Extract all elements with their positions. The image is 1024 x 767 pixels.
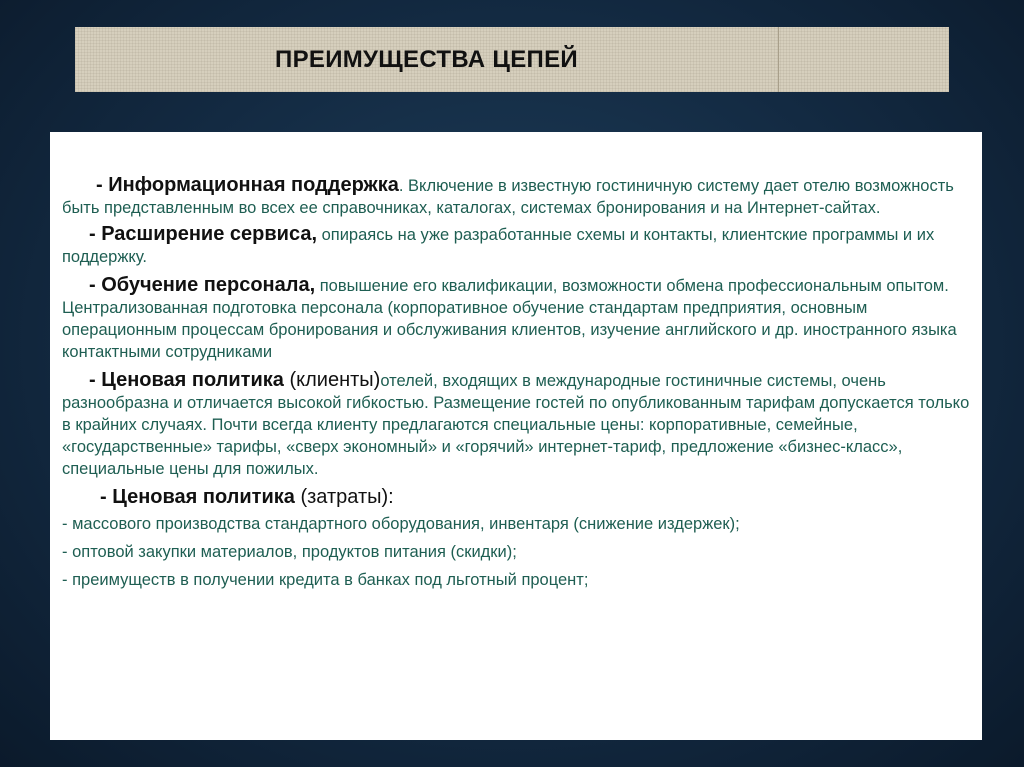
section-head: - Информационная поддержка: [96, 174, 399, 196]
section-pricing-costs: [62, 486, 970, 509]
title-divider: [778, 27, 779, 92]
section-text: опираясь на уже разработанные схемы и контакты, клиентские программы и их поддержку.: [62, 226, 935, 266]
slide-title: ПРЕИМУЩЕСТВА ЦЕПЕЙ: [275, 45, 578, 73]
list-item: - оптовой закупки материалов, продуктов питания (скидки);: [62, 543, 517, 561]
section-training: [62, 274, 970, 363]
section-text: отелей, входящих в международные гостиничные системы, очень разнообразна и отличается высокой гибкостью. Размещение гостей по опубликованным тарифам допускается только в крайних случаях. Почти всегда клиенту предлагаются специальные цены: корпоративные, семейные, «государственные» тарифы, «сверх экономный» и «горячий» интернет-тариф, предложение «бизнес-класс», специальные цены для пожилых.: [62, 372, 970, 478]
section-head-suffix: .: [398, 177, 404, 195]
section-pricing-clients: [62, 369, 970, 480]
section-head: - Расширение сервиса,: [89, 223, 317, 245]
section-text: Включение в известную гостиничную систему дает отелю возможность быть представленным во всех ее справочниках, каталогах, системах бронирования и на Интернет-сайтах.: [62, 177, 954, 217]
section-head: - Ценовая политика (затраты):: [100, 486, 394, 508]
list-item: - преимуществ в получении кредита в банках под льготный процент;: [62, 571, 589, 589]
section-head: - Обучение персонала,: [89, 274, 316, 296]
list-item: - массового производства стандартного оборудования, инвентаря (снижение издержек);: [62, 515, 740, 533]
section-info-support: [62, 174, 970, 219]
section-head: - Ценовая политика (клиенты): [89, 369, 381, 391]
content-box: [50, 132, 982, 740]
section-text: повышение его квалификации, возможности обмена профессиональным опытом. Централизованная подготовка персонала (корпоративное обучение стандартам предприятия, основным операционным процессам бронирования и обслуживания клиентов, изучение английского и др. иностранного языка контактными сотрудниками: [62, 277, 957, 361]
section-service: [62, 223, 970, 268]
title-bar: [75, 27, 949, 92]
